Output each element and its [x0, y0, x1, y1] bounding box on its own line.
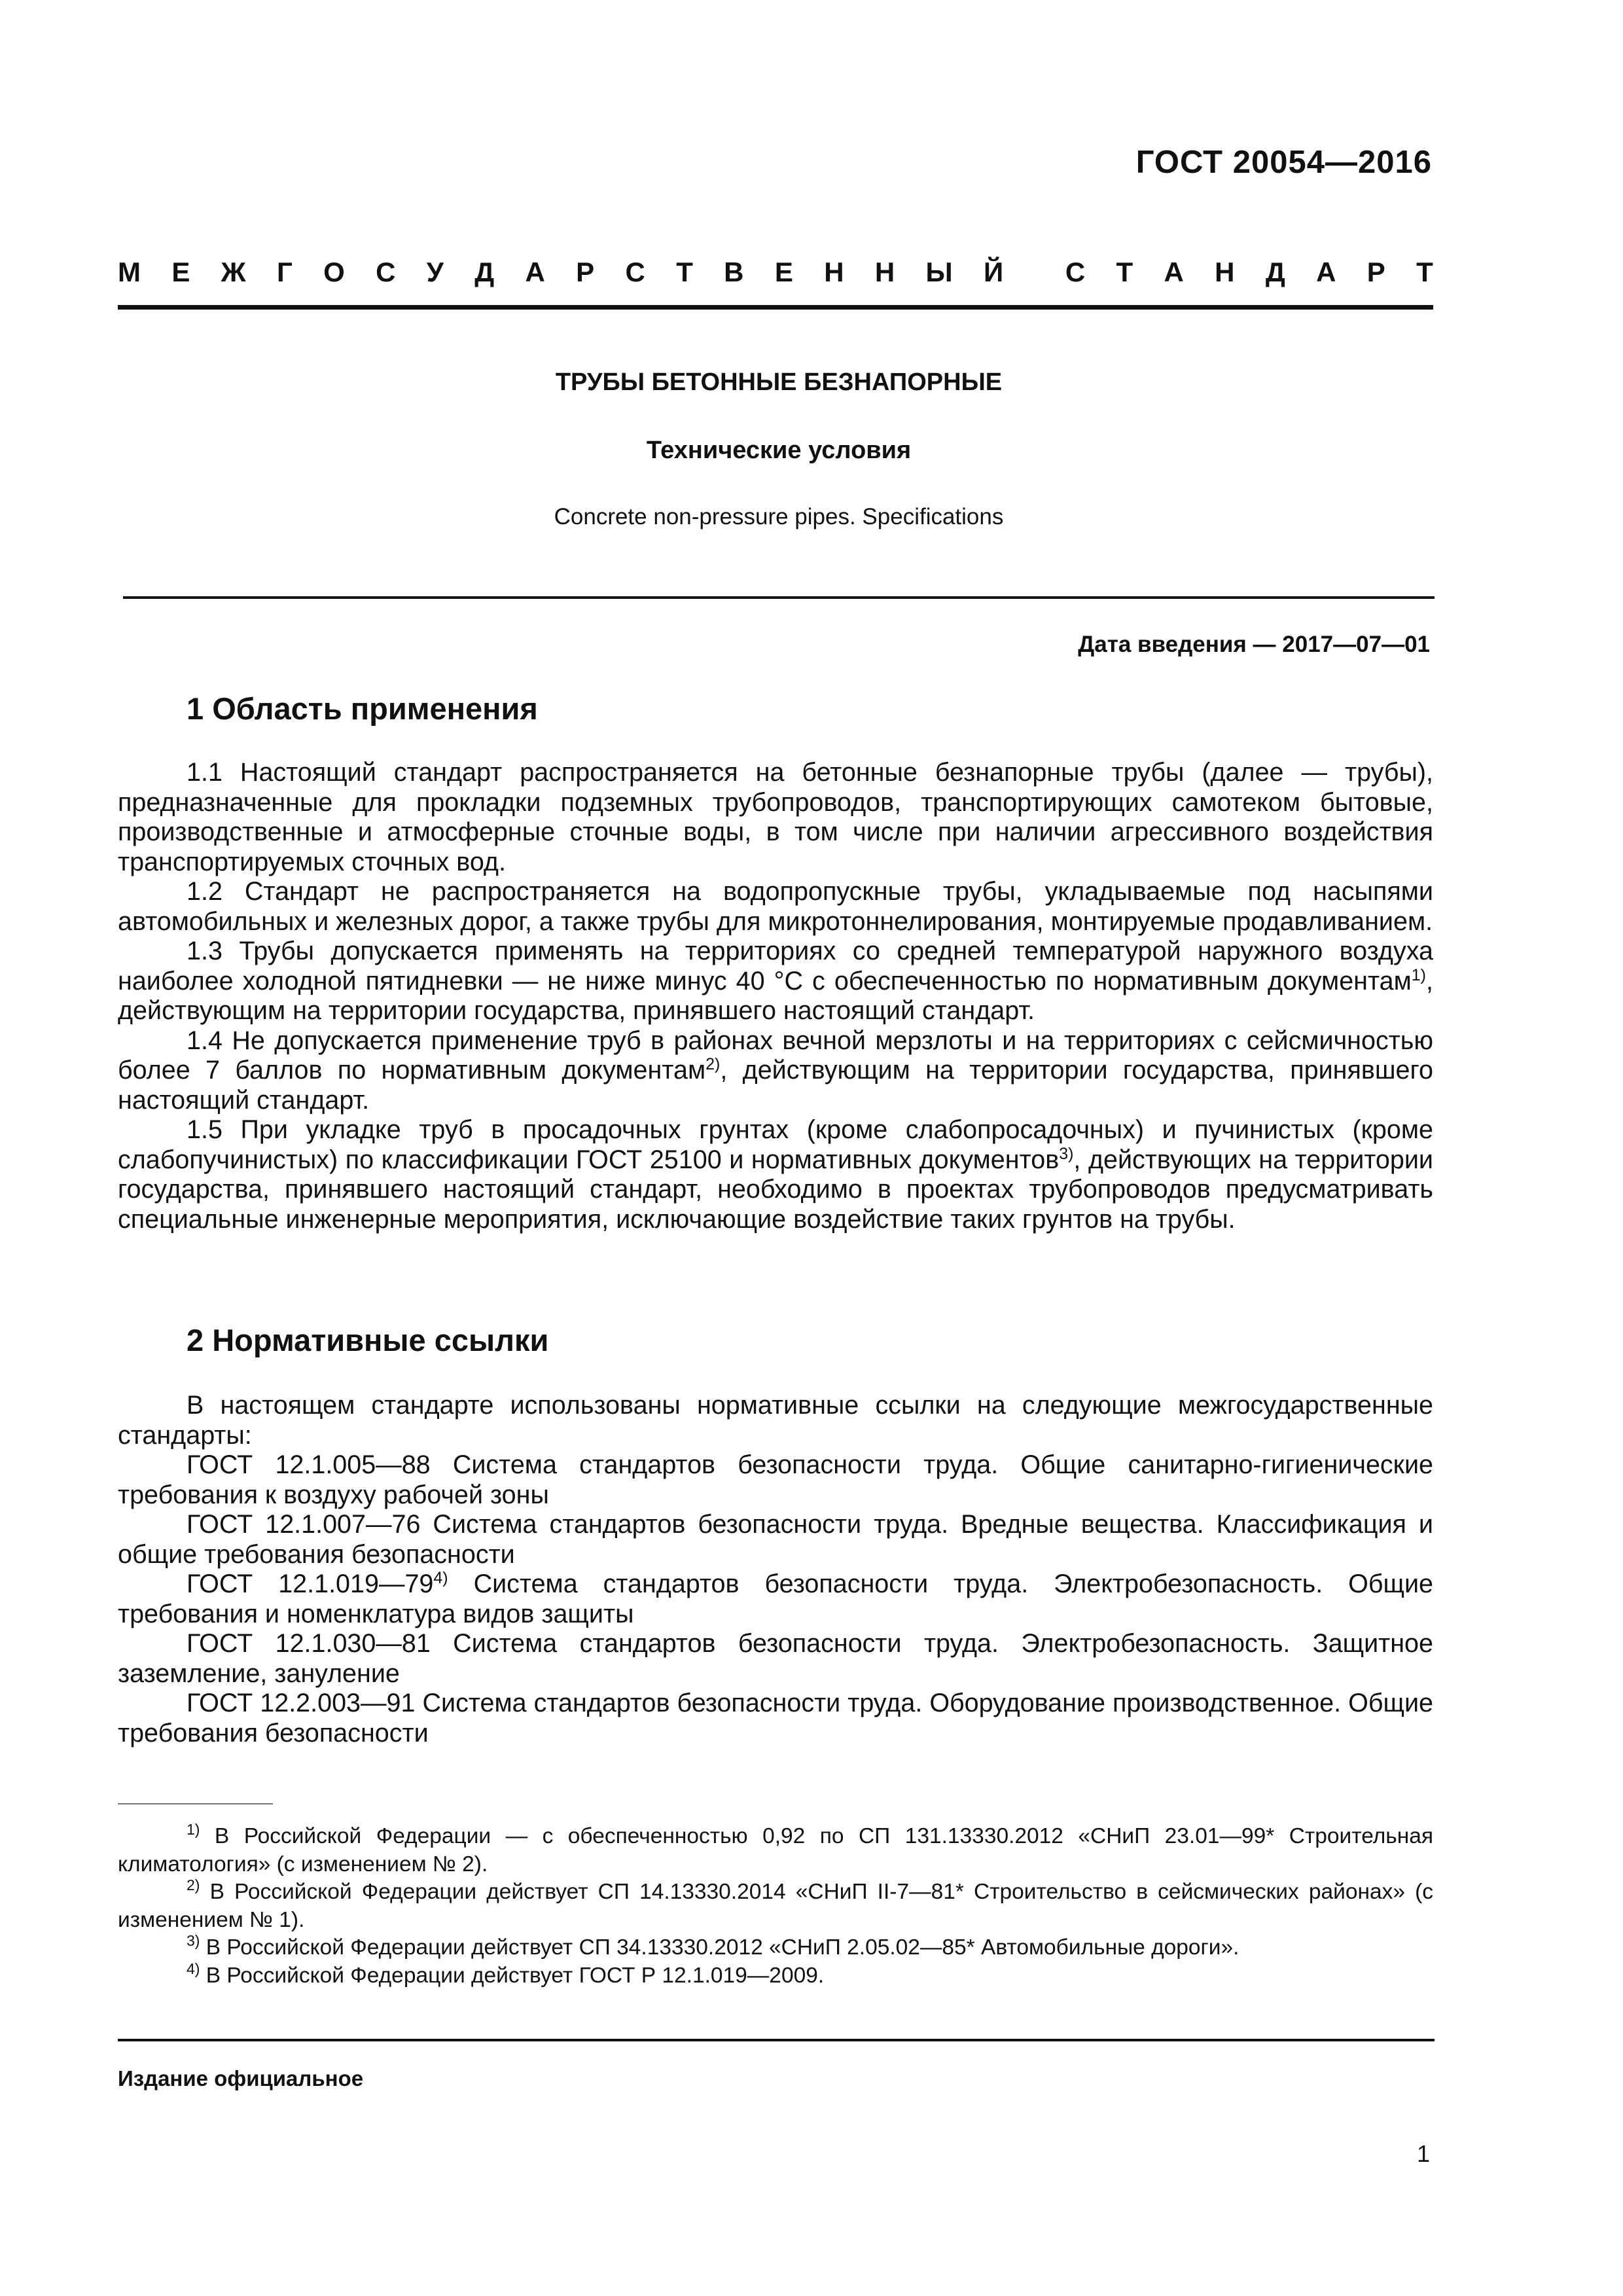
- clause-1-4: [118, 1026, 1433, 1116]
- reference-item: ГОСТ 12.1.005—88 Система стандартов безопасности труда. Общие санитарно-гигиенические требования к воздуху рабочей зоны: [118, 1450, 1433, 1509]
- section-1-body: [118, 758, 1433, 1234]
- clause-text: 1.4 Не допускается применение труб в районах вечной мерзлоты и на территориях с сейсмичностью более 7 баллов по нормативным документам: [118, 1026, 1433, 1085]
- banner-letter: С: [376, 257, 396, 287]
- english-title: Concrete non-pressure pipes. Specifications: [554, 504, 1004, 529]
- banner-letter: У: [426, 257, 444, 287]
- reference-item: [118, 1570, 1433, 1629]
- banner-letter: Д: [474, 257, 495, 287]
- references-intro: В настоящем стандарте использованы нормативные ссылки на следующие межгосударственные стандарты:: [118, 1391, 1433, 1450]
- title-rule: [123, 596, 1435, 599]
- banner-letter: Р: [1366, 257, 1385, 287]
- footnote-ref: 4): [433, 1569, 448, 1587]
- banner-letter: С: [1065, 257, 1086, 287]
- footnote-text: В Российской Федерации действует ГОСТ Р 12.1.019—2009.: [200, 1963, 825, 1988]
- banner-letter: Н: [1215, 257, 1235, 287]
- footnotes: [118, 1823, 1433, 1990]
- banner-letter: Р: [576, 257, 595, 287]
- banner-letter: Т: [1416, 257, 1433, 287]
- clause-text: , действующим на территории государства, принявшего настоящий стандарт.: [118, 966, 1433, 1025]
- footnote-marker: 3): [187, 1932, 200, 1949]
- footnote-3: [118, 1934, 1433, 1962]
- footnote-marker: 1): [187, 1821, 200, 1838]
- footnote-marker: 4): [187, 1960, 200, 1977]
- footnote-text: В Российской Федерации — с обеспеченностью 0,92 по СП 131.13330.2012 «СНиП 23.01—99* Строительная климатология» (с изменением № 2).: [118, 1824, 1433, 1876]
- date-of-introduction: Дата введения — 2017—07—01: [1078, 632, 1430, 657]
- section-2-body: [118, 1391, 1433, 1748]
- banner-letter: Е: [774, 257, 793, 287]
- banner-letter: А: [1164, 257, 1184, 287]
- footnote-2: [118, 1878, 1433, 1934]
- clause-1-1: 1.1 Настоящий стандарт распространяется на бетонные безнапорные трубы (далее — трубы), предназначенные для прокладки подземных трубопроводов, транспортирующих самотеком бытовые, производственные и атмосферные сточные воды, в том числе при наличии агрессивного воздействия транспортируемых сточных вод.: [118, 758, 1433, 876]
- footnote-1: [118, 1823, 1433, 1878]
- clause-text: , действующим на территории государства, принявшего настоящий стандарт.: [118, 1056, 1433, 1115]
- clause-text: 1.3 Трубы допускается применять на территориях со средней температурой наружного воздуха наиболее холодной пятидневки — не ниже минус 40 °С с обеспеченностью по нормативным документам: [118, 937, 1433, 996]
- footnote-separator: [118, 1803, 273, 1804]
- edition-rule: [118, 2039, 1435, 2041]
- edition-label: Издание официальное: [118, 2066, 364, 2090]
- clause-1-5: [118, 1115, 1433, 1234]
- banner-letter: Ж: [221, 257, 246, 287]
- standard-code: ГОСТ 20054—2016: [1135, 145, 1432, 180]
- clause-text: 1.5 При укладке труб в просадочных грунтах (кроме слабопросадочных) и пучинистых (кроме слабопучинистых) по классификации ГОСТ 25100 и нормативных документов: [118, 1115, 1433, 1174]
- footnote-marker: 2): [187, 1876, 200, 1893]
- banner-letter: Ы: [925, 257, 953, 287]
- banner-letter: Е: [171, 257, 190, 287]
- footnote-ref: 3): [1059, 1144, 1074, 1163]
- banner-letter: В: [724, 257, 744, 287]
- banner-letter: Т: [676, 257, 693, 287]
- banner-letter: Д: [1265, 257, 1285, 287]
- reference-item: ГОСТ 12.1.007—76 Система стандартов безопасности труда. Вредные вещества. Классификация и общие требования безопасности: [118, 1510, 1433, 1569]
- footnote-ref: 1): [1411, 965, 1427, 984]
- section-2-heading: 2 Нормативные ссылки: [187, 1323, 549, 1357]
- footnote-4: [118, 1962, 1433, 1990]
- banner-letter: Й: [983, 257, 1004, 287]
- reference-item: ГОСТ 12.2.003—91 Система стандартов безопасности труда. Оборудование производственное. Общие требования безопасности: [118, 1689, 1433, 1748]
- banner-letter: М: [118, 257, 141, 287]
- banner-letter: Н: [824, 257, 844, 287]
- document-subtitle: Технические условия: [646, 437, 912, 464]
- clause-text: , действующих на территории государства, принявшего настоящий стандарт, необходимо в проектах трубопроводов предусматривать специальные инженерные мероприятия, исключающие воздействие таких грунтов на трубы.: [118, 1145, 1433, 1234]
- banner-letter: Г: [276, 257, 293, 287]
- document-title: ТРУБЫ БЕТОННЫЕ БЕЗНАПОРНЫЕ: [555, 368, 1003, 396]
- banner-letter: О: [323, 257, 345, 287]
- section-1-heading: 1 Область применения: [187, 691, 538, 726]
- footnote-text: В Российской Федерации действует СП 14.13330.2014 «СНиП II-7—81* Строительство в сейсмических районах» (с изменением № 1).: [118, 1880, 1433, 1932]
- clause-1-2: 1.2 Стандарт не распространяется на водопропускные трубы, укладываемые под насыпями автомобильных и железных дорог, а также трубы для микротоннелирования, монтируемые продавливанием.: [118, 877, 1433, 936]
- banner-letter: С: [625, 257, 645, 287]
- footnote-ref: 2): [705, 1055, 721, 1073]
- footnote-text: В Российской Федерации действует СП 34.13330.2012 «СНиП 2.05.02—85* Автомобильные дороги».: [200, 1935, 1240, 1960]
- banner-letter: А: [1316, 257, 1336, 287]
- banner-letter: Т: [1116, 257, 1133, 287]
- reference-item: ГОСТ 12.1.030—81 Система стандартов безопасности труда. Электробезопасность. Защитное заземление, зануление: [118, 1629, 1433, 1688]
- header-rule: [118, 305, 1433, 310]
- clause-1-3: [118, 937, 1433, 1026]
- reference-code: ГОСТ 12.1.019—79: [187, 1570, 434, 1598]
- interstate-standard-banner: [118, 257, 1433, 288]
- banner-letter: А: [525, 257, 545, 287]
- reference-text: Система стандартов безопасности труда. Электробезопасность. Общие требования и номенклатура видов защиты: [118, 1570, 1433, 1628]
- banner-letter: Н: [874, 257, 895, 287]
- page-number: 1: [1416, 2140, 1430, 2167]
